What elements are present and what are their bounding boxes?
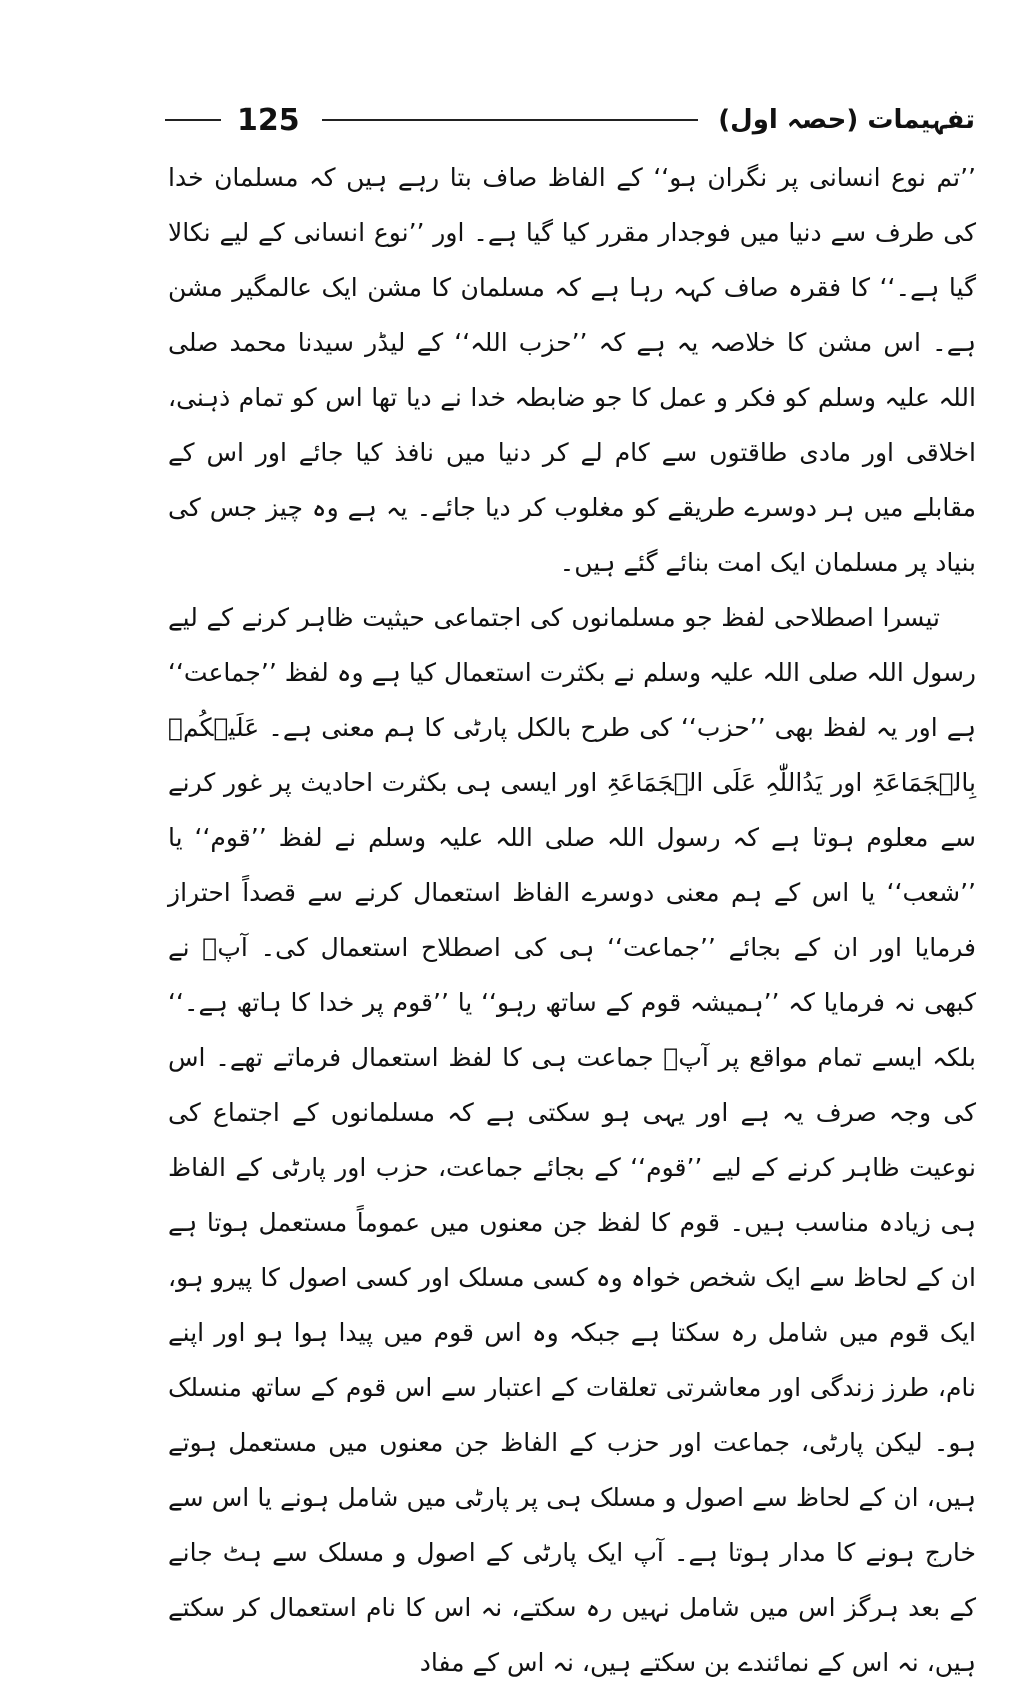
header-rule <box>322 119 699 121</box>
header-rule-short <box>165 119 221 121</box>
page-number: 125 <box>237 102 300 138</box>
paragraph: ’’تم نوع انسانی پر نگران ہو‘‘ کے الفاظ صاف بتا رہے ہیں کہ مسلمان خدا کی طرف سے دنیا میں فوجدار مقرر کیا گیا ہے۔ اور ’’نوع انسانی کے لیے نکالا گیا ہے۔‘‘ کا فقرہ صاف کہہ رہا ہے کہ مسلمان کا مشن ایک عالمگیر مشن ہے۔ اس مشن کا خلاصہ یہ ہے کہ ’’حزب اللہ‘‘ کے لیڈر سیدنا محمد صلی اللہ علیہ وسلم کو فکر و عمل کا جو ضابطہ خدا نے دیا تھا اس کو تمام ذہنی، اخلاقی اور مادی طاقتوں سے کام لے کر دنیا میں نافذ کیا جائے اور اس کے مقابلے میں ہر دوسرے طریقے کو مغلوب کر دیا جائے۔ یہ ہے وہ چیز جس کی بنیاد پر مسلمان ایک امت بنائے گئے ہیں۔ <box>168 163 976 577</box>
page-header <box>165 98 975 142</box>
paragraph: تیسرا اصطلاحی لفظ جو مسلمانوں کی اجتماعی حیثیت ظاہر کرنے کے لیے رسول اللہ صلی اللہ علیہ وسلم نے بکثرت استعمال کیا ہے وہ لفظ ’’جماعت‘‘ ہے اور یہ لفظ بھی ’’حزب‘‘ کی طرح بالکل پارٹی کا ہم معنی ہے۔ عَلَیۡکُمۡ بِالۡجَمَاعَۃِ اور یَدُاللّٰہِ عَلَی الۡجَمَاعَۃِ اور ایسی ہی بکثرت احادیث پر غور کرنے سے معلوم ہوتا ہے کہ رسول اللہ صلی اللہ علیہ وسلم نے لفظ ’’قوم‘‘ یا ’’شعب‘‘ یا اس کے ہم معنی دوسرے الفاظ استعمال کرنے سے قصداً احتراز فرمایا اور ان کے بجائے ’’جماعت‘‘ ہی کی اصطلاح استعمال کی۔ آپؐ نے کبھی نہ فرمایا کہ ’’ہمیشہ قوم کے ساتھ رہو‘‘ یا ’’قوم پر خدا کا ہاتھ ہے۔‘‘ بلکہ ایسے تمام مواقع پر آپؐ جماعت ہی کا لفظ استعمال فرماتے تھے۔ اس کی وجہ صرف یہ ہے اور یہی ہو سکتی ہے کہ مسلمانوں کے اجتماع کی نوعیت ظاہر کرنے کے لیے ’’قوم‘‘ کے بجائے جماعت، حزب اور پارٹی کے الفاظ ہی زیادہ مناسب ہیں۔ قوم کا لفظ جن معنوں میں عموماً مستعمل ہوتا ہے ان کے لحاظ سے ایک شخص خواہ وہ کسی مسلک اور کسی اصول کا پیرو ہو، ایک قوم میں شامل رہ سکتا ہے جبکہ وہ اس قوم میں پیدا ہوا ہو اور اپنے نام، طرز زندگی اور معاشرتی تعلقات کے اعتبار سے اس قوم کے ساتھ منسلک ہو۔ لیکن پارٹی، جماعت اور حزب کے الفاظ جن معنوں میں مستعمل ہوتے ہیں، ان کے لحاظ سے اصول و مسلک ہی پر پارٹی میں شامل ہونے یا اس سے خارج ہونے کا مدار ہوتا ہے۔ آپ ایک پارٹی کے اصول و مسلک سے ہٹ جانے کے بعد ہرگز اس میں شامل نہیں رہ سکتے، نہ اس کا نام استعمال کر سکتے ہیں، نہ اس کے نمائندے بن سکتے ہیں، نہ اس کے مفاد <box>168 603 976 1677</box>
book-title: تفہیمات (حصہ اول) <box>718 105 975 135</box>
body-text <box>168 150 976 1690</box>
